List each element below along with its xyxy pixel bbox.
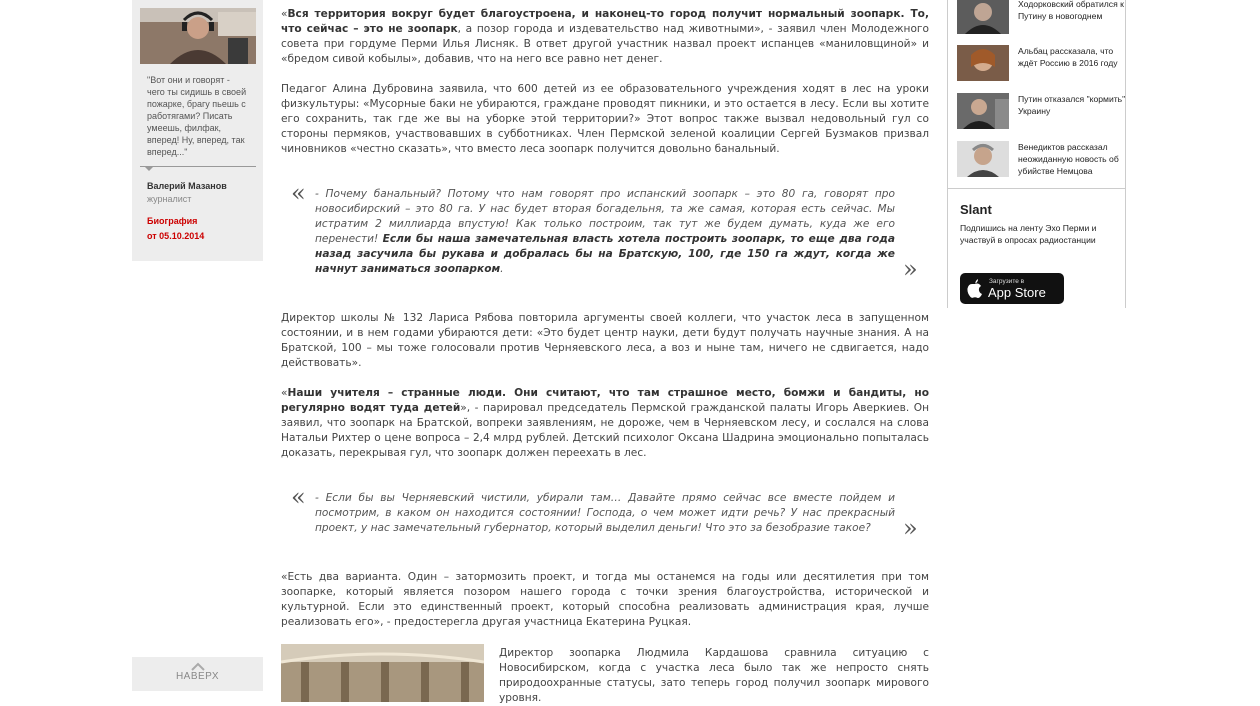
quote-divider xyxy=(140,166,256,167)
news-sidebar xyxy=(947,0,1126,189)
news-thumbnail[interactable] xyxy=(957,45,1009,81)
news-headline[interactable]: Путин отказался "кормить" Украину xyxy=(1018,94,1126,116)
article-paragraph-2: Педагог Алина Дубровина заявила, что 600 детей из ее образовательного учреждения ходят в лес на уроки физкультуры: «Мусорные баки не убираются, граждане проводят пикники, и это остается в лесу. Если вы хотите его сохранить, так где же вы на уборке этой территории?» Этот вопрос также вызвал недовольный гул со стороны пермяков, участвовавших в субботниках. Член Пермской зеленой коалиции Сергей Бузмаков призвал чиновников «честно сказать», что вместо леса зоопарк получится довольно банальный. xyxy=(281,83,929,155)
article-paragraph-6: Директор зоопарка Людмила Кардашова сравнила ситуацию с Новосибирском, когда с участка леса было так же непросто снять природоохранные статусы, зато теперь город получил зоопарк мирового уровня. xyxy=(499,647,929,704)
quote-open-mark: « xyxy=(291,483,306,511)
article-paragraph-1: «Вся территория вокруг будет благоустроена, и наконец-то город получит нормальный зоопарк. То, что сейчас – это не зоопарк, а позор города и издевательство над животными», - заявил член Молодежного совета при гордуме Перми Илья Лисняк. В ответ другой участник назвал проект испанцев «маниловщиной» и «бредом сивой кобылы», добавив, что на него все равно нет денег. xyxy=(281,8,929,65)
quote-open-mark: « xyxy=(291,179,306,207)
blockquote-1-text: - Почему банальный? Потому что нам говорят про испанский зоопарк – это 80 га, говорят про новосибирский – это 80 га. У нас будет вторая богадельня, та же самая, которая есть сейчас. Мы истратим 2 миллиарда впустую! Как только построим, так тут же будем думать, куда же его перенести! Если бы наша замечательная власть хотела построить зоопарк, то еще два года назад засучила бы рукава и добралась бы на Братскую, 100, где 150 га ждут, когда же начнут заниматься зоопарком. xyxy=(315,188,895,275)
news-headline[interactable]: Ходорковский обратился к Путину в новогоднем xyxy=(1018,0,1124,21)
news-item[interactable] xyxy=(957,45,1123,85)
author-quote xyxy=(140,72,256,164)
news-thumbnail[interactable] xyxy=(957,141,1009,177)
news-item[interactable] xyxy=(957,141,1123,181)
apple-icon xyxy=(967,279,983,298)
author-name: Валерий Мазанов xyxy=(147,181,227,191)
quote-close-mark: » xyxy=(903,255,918,283)
slant-description: Подпишись на ленту Эхо Перми и участвуй в опросах радиостанции xyxy=(960,223,1097,245)
paragraph-bold-quote: Наши учителя – странные люди. Они считают, что там страшное место, бомжи и бандиты, но регулярно водят туда детей xyxy=(281,387,929,414)
article-photo[interactable] xyxy=(281,644,484,702)
news-item[interactable] xyxy=(957,93,1126,133)
quote-pointer xyxy=(144,166,154,171)
biography-link[interactable]: Биография xyxy=(147,216,198,226)
article-paragraph-3: Директор школы № 132 Лариса Рябова повторила аргументы своей коллеги, что участок леса в запущенном состоянии, и в нем годами убираются дети: «Это будет центр науки, дети будут получать научные знания. А на Братской, 100 – мы тоже голосовали против Черняевского леса, а воз и ныне там, ничего не сдвигается, надо действовать». xyxy=(281,312,929,369)
news-thumbnail[interactable] xyxy=(957,0,1009,34)
biography-date-link[interactable]: от 05.10.2014 xyxy=(147,231,205,241)
news-thumbnail[interactable] xyxy=(957,93,1009,129)
news-headline[interactable]: Альбац рассказала, что ждёт Россию в 2016 году xyxy=(1018,46,1118,68)
article-paragraph-4: «Наши учителя – странные люди. Они считают, что там страшное место, бомжи и бандиты, но регулярно водят туда детей», - парировал председатель Пермской гражданской палаты Игорь Аверкиев. Он заявил, что зоопарк на Братской, вопреки заявлениям, не дороже, чем в Черняевском лесу, и сослался на слова Натальи Рихтер о цене вопроса – 2,4 млрд рублей. Детский психолог Оксана Шадрина эмоционально попыталась доказать, перекрывая гул, что зоопарк должен переехать в лес. xyxy=(281,387,929,459)
quote-close-mark: » xyxy=(903,514,918,542)
app-store-label: App Store xyxy=(988,285,1046,300)
app-store-button[interactable] xyxy=(960,273,1064,304)
news-item[interactable] xyxy=(957,0,1123,38)
article-paragraph-5: «Есть два варианта. Один – затормозить проект, и тогда мы останемся на годы или десятилетия при том зоопарке, который является позором нашего города с точки зрения благоустройства, исторической и культурной. Если это единственный проект, который способна реализовать администрация края, лучше реализовать его», - предостерегла другая участница Екатерина Руцкая. xyxy=(281,571,929,628)
paragraph-bold-quote: Вся территория вокруг будет благоустроена, и наконец-то город получит нормальный зоопарк. То, что сейчас – это не зоопарк xyxy=(281,8,929,35)
back-to-top-button[interactable] xyxy=(132,657,263,691)
chevron-up-icon xyxy=(191,661,205,671)
back-to-top-label: НАВЕРХ xyxy=(175,671,220,682)
slant-promo xyxy=(947,189,1126,308)
author-photo[interactable] xyxy=(140,8,256,64)
author-quote-text: "Вот они и говорят - чего ты сидишь в своей пожарке, брагу пьешь с работягами? Писать умеешь, филфак, вперед! Ну, вперед, так вперед..." xyxy=(147,75,247,157)
slant-title: Slant xyxy=(960,202,992,217)
blockquote-2-text: - Если бы вы Черняевский чистили, убирали там… Давайте прямо сейчас все вместе пойдем и посмотрим, в каком он находится состоянии! Господа, о чем может идти речь? У нас прекрасный проект, у нас замечательный губернатор, который выделил деньги! Что это за безобразие такое? xyxy=(315,492,895,534)
app-store-caption: Загрузите в xyxy=(989,278,1025,285)
author-role: журналист xyxy=(147,194,192,204)
news-headline[interactable]: Венедиктов рассказал неожиданную новость об убийстве Немцова xyxy=(1018,142,1119,176)
author-panel xyxy=(132,0,263,261)
